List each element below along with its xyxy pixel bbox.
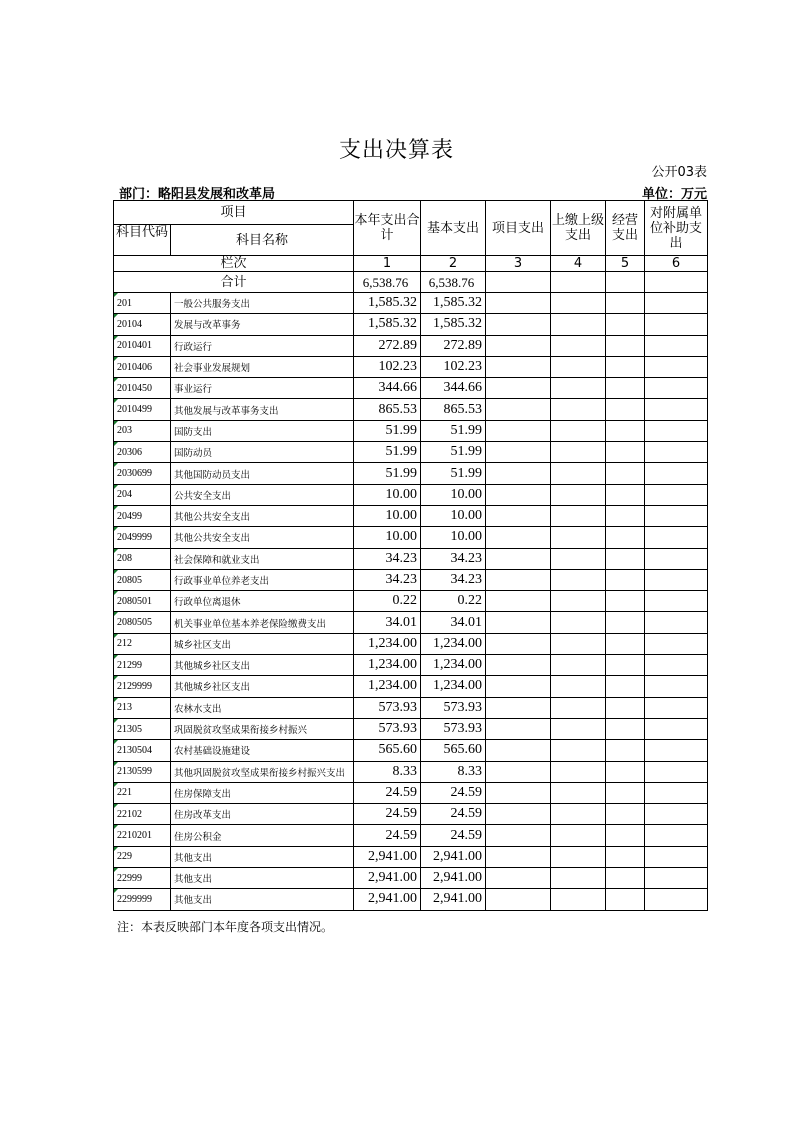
empty-cell	[551, 889, 606, 910]
subject-code: 2130504	[114, 740, 171, 761]
empty-cell	[645, 505, 708, 526]
total-label: 合计	[114, 272, 354, 293]
table-number: 公开03表	[651, 165, 707, 180]
total-amount: 51.99	[354, 420, 421, 441]
empty-cell	[486, 399, 551, 420]
basic-amount: 10.00	[421, 527, 486, 548]
empty-cell	[645, 569, 708, 590]
subject-name: 其他国防动员支出	[171, 463, 354, 484]
table-row	[114, 378, 708, 399]
empty-cell	[486, 825, 551, 846]
basic-amount: 865.53	[421, 399, 486, 420]
empty-cell	[551, 697, 606, 718]
empty-cell	[551, 825, 606, 846]
header-item: 项目	[114, 201, 354, 225]
subject-code: 2030699	[114, 463, 171, 484]
total-amount: 565.60	[354, 740, 421, 761]
department-label: 部门：略阳县发展和改革局	[119, 187, 276, 202]
subject-name: 行政事业单位养老支出	[171, 569, 354, 590]
empty-cell	[606, 314, 645, 335]
subject-name: 其他公共安全支出	[171, 527, 354, 548]
empty-cell	[606, 420, 645, 441]
total-amount: 51.99	[354, 442, 421, 463]
subject-code: 208	[114, 548, 171, 569]
column-index: 4	[551, 256, 606, 272]
basic-amount: 565.60	[421, 740, 486, 761]
subject-code: 2049999	[114, 527, 171, 548]
empty-cell	[606, 548, 645, 569]
empty-cell	[551, 868, 606, 889]
subject-name: 行政运行	[171, 335, 354, 356]
empty-cell	[645, 697, 708, 718]
empty-cell	[645, 293, 708, 314]
table-row	[114, 825, 708, 846]
subject-code: 2080501	[114, 591, 171, 612]
table-row	[114, 569, 708, 590]
subject-name: 社会保障和就业支出	[171, 548, 354, 569]
empty-cell	[606, 825, 645, 846]
empty-cell	[486, 335, 551, 356]
subject-code: 212	[114, 633, 171, 654]
empty-cell	[606, 591, 645, 612]
column-index-label: 栏次	[114, 256, 354, 272]
total-amount: 272.89	[354, 335, 421, 356]
total-amount: 573.93	[354, 718, 421, 739]
subject-code: 201	[114, 293, 171, 314]
empty-cell	[645, 484, 708, 505]
empty-cell	[551, 612, 606, 633]
subject-code: 21305	[114, 718, 171, 739]
table-row	[114, 782, 708, 803]
empty-cell	[486, 761, 551, 782]
empty-cell	[551, 505, 606, 526]
empty-cell	[645, 335, 708, 356]
empty-cell	[606, 846, 645, 867]
total-amount: 10.00	[354, 527, 421, 548]
empty-cell	[606, 868, 645, 889]
subject-name: 社会事业发展规划	[171, 356, 354, 377]
subject-code: 203	[114, 420, 171, 441]
empty-cell	[551, 804, 606, 825]
empty-cell	[486, 484, 551, 505]
column-index: 6	[645, 256, 708, 272]
subject-name: 其他支出	[171, 846, 354, 867]
total-amount: 102.23	[354, 356, 421, 377]
table-row	[114, 868, 708, 889]
empty-cell	[486, 272, 551, 293]
basic-amount: 10.00	[421, 484, 486, 505]
header-business: 经营支出	[606, 201, 645, 256]
empty-cell	[486, 420, 551, 441]
empty-cell	[606, 889, 645, 910]
subject-code: 2010401	[114, 335, 171, 356]
basic-amount: 34.23	[421, 569, 486, 590]
subject-name: 农林水支出	[171, 697, 354, 718]
total-amount: 34.23	[354, 548, 421, 569]
basic-amount: 2,941.00	[421, 846, 486, 867]
empty-cell	[551, 569, 606, 590]
header-upper: 上缴上级支出	[551, 201, 606, 256]
empty-cell	[606, 272, 645, 293]
subject-name: 住房公积金	[171, 825, 354, 846]
basic-amount: 51.99	[421, 420, 486, 441]
empty-cell	[486, 889, 551, 910]
table-row	[114, 335, 708, 356]
empty-cell	[486, 718, 551, 739]
subject-code: 2010499	[114, 399, 171, 420]
subject-code: 20805	[114, 569, 171, 590]
total-amount: 1,585.32	[354, 293, 421, 314]
empty-cell	[645, 718, 708, 739]
subject-code: 221	[114, 782, 171, 803]
table-row	[114, 463, 708, 484]
empty-cell	[551, 846, 606, 867]
empty-cell	[551, 335, 606, 356]
table-row	[114, 314, 708, 335]
basic-amount: 573.93	[421, 718, 486, 739]
basic-amount: 24.59	[421, 804, 486, 825]
empty-cell	[606, 676, 645, 697]
unit-label: 单位：万元	[641, 187, 707, 202]
total-amount: 2,941.00	[354, 868, 421, 889]
empty-cell	[551, 356, 606, 377]
header-basic: 基本支出	[421, 201, 486, 256]
empty-cell	[645, 846, 708, 867]
table-row	[114, 399, 708, 420]
basic-amount: 1,234.00	[421, 676, 486, 697]
basic-amount: 8.33	[421, 761, 486, 782]
total-amount: 24.59	[354, 804, 421, 825]
subject-name: 其他城乡社区支出	[171, 676, 354, 697]
total-amount: 865.53	[354, 399, 421, 420]
column-index: 5	[606, 256, 645, 272]
empty-cell	[645, 761, 708, 782]
column-index: 3	[486, 256, 551, 272]
empty-cell	[606, 633, 645, 654]
empty-cell	[486, 655, 551, 676]
empty-cell	[606, 804, 645, 825]
subject-name: 城乡社区支出	[171, 633, 354, 654]
empty-cell	[486, 591, 551, 612]
total-amount: 1,234.00	[354, 633, 421, 654]
header-total: 本年支出合计	[354, 201, 421, 256]
empty-cell	[606, 655, 645, 676]
subject-name: 其他支出	[171, 889, 354, 910]
basic-amount: 0.22	[421, 591, 486, 612]
empty-cell	[486, 633, 551, 654]
empty-cell	[645, 548, 708, 569]
basic-amount: 10.00	[421, 505, 486, 526]
subject-name: 其他公共安全支出	[171, 505, 354, 526]
header-code: 科目代码	[114, 225, 171, 256]
basic-amount: 51.99	[421, 442, 486, 463]
empty-cell	[551, 484, 606, 505]
column-index: 1	[354, 256, 421, 272]
subject-name: 巩固脱贫攻坚成果衔接乡村振兴	[171, 718, 354, 739]
subject-code: 22999	[114, 868, 171, 889]
table-row	[114, 718, 708, 739]
table-row	[114, 505, 708, 526]
empty-cell	[486, 846, 551, 867]
empty-cell	[551, 655, 606, 676]
empty-cell	[551, 676, 606, 697]
empty-cell	[486, 612, 551, 633]
empty-cell	[486, 569, 551, 590]
footnote: 注：本表反映部门本年度各项支出情况。	[117, 920, 334, 934]
table-row	[114, 740, 708, 761]
empty-cell	[606, 697, 645, 718]
subject-name: 其他巩固脱贫攻坚成果衔接乡村振兴支出	[171, 761, 354, 782]
subject-name: 公共安全支出	[171, 484, 354, 505]
subject-code: 2080505	[114, 612, 171, 633]
basic-amount: 34.23	[421, 548, 486, 569]
basic-amount: 6,538.76	[421, 272, 486, 293]
total-amount: 34.23	[354, 569, 421, 590]
subject-code: 2299999	[114, 889, 171, 910]
empty-cell	[486, 463, 551, 484]
empty-cell	[551, 740, 606, 761]
basic-amount: 51.99	[421, 463, 486, 484]
empty-cell	[645, 676, 708, 697]
subject-name: 住房改革支出	[171, 804, 354, 825]
empty-cell	[606, 740, 645, 761]
empty-cell	[645, 399, 708, 420]
basic-amount: 272.89	[421, 335, 486, 356]
subject-code: 2010450	[114, 378, 171, 399]
expenditure-table	[113, 200, 708, 911]
subject-name: 事业运行	[171, 378, 354, 399]
empty-cell	[645, 740, 708, 761]
basic-amount: 2,941.00	[421, 868, 486, 889]
total-amount: 1,234.00	[354, 655, 421, 676]
empty-cell	[551, 718, 606, 739]
table-row	[114, 612, 708, 633]
empty-cell	[645, 356, 708, 377]
column-index: 2	[421, 256, 486, 272]
total-amount: 1,585.32	[354, 314, 421, 335]
empty-cell	[551, 633, 606, 654]
table-row	[114, 846, 708, 867]
empty-cell	[486, 740, 551, 761]
empty-cell	[486, 676, 551, 697]
subject-code: 2210201	[114, 825, 171, 846]
empty-cell	[606, 484, 645, 505]
subject-code: 22102	[114, 804, 171, 825]
total-row	[114, 272, 708, 293]
empty-cell	[645, 868, 708, 889]
empty-cell	[606, 782, 645, 803]
empty-cell	[486, 548, 551, 569]
empty-cell	[606, 527, 645, 548]
empty-cell	[551, 527, 606, 548]
empty-cell	[486, 804, 551, 825]
empty-cell	[486, 868, 551, 889]
empty-cell	[486, 378, 551, 399]
subject-name: 其他发展与改革事务支出	[171, 399, 354, 420]
table-row	[114, 676, 708, 697]
subject-code: 2010406	[114, 356, 171, 377]
empty-cell	[486, 505, 551, 526]
basic-amount: 1,234.00	[421, 633, 486, 654]
total-amount: 24.59	[354, 782, 421, 803]
basic-amount: 102.23	[421, 356, 486, 377]
basic-amount: 573.93	[421, 697, 486, 718]
table-row	[114, 633, 708, 654]
empty-cell	[551, 463, 606, 484]
subject-name: 住房保障支出	[171, 782, 354, 803]
total-amount: 573.93	[354, 697, 421, 718]
empty-cell	[645, 612, 708, 633]
total-amount: 51.99	[354, 463, 421, 484]
empty-cell	[486, 442, 551, 463]
total-amount: 10.00	[354, 484, 421, 505]
subject-name: 一般公共服务支出	[171, 293, 354, 314]
table-row	[114, 591, 708, 612]
subject-code: 213	[114, 697, 171, 718]
total-amount: 2,941.00	[354, 889, 421, 910]
subject-code: 21299	[114, 655, 171, 676]
empty-cell	[645, 463, 708, 484]
empty-cell	[606, 356, 645, 377]
subject-name: 发展与改革事务	[171, 314, 354, 335]
empty-cell	[645, 272, 708, 293]
subject-code: 229	[114, 846, 171, 867]
empty-cell	[551, 314, 606, 335]
empty-cell	[551, 442, 606, 463]
table-row	[114, 889, 708, 910]
empty-cell	[486, 782, 551, 803]
empty-cell	[486, 527, 551, 548]
empty-cell	[606, 442, 645, 463]
table-row	[114, 420, 708, 441]
total-amount: 1,234.00	[354, 676, 421, 697]
subject-name: 机关事业单位基本养老保险缴费支出	[171, 612, 354, 633]
total-amount: 10.00	[354, 505, 421, 526]
empty-cell	[486, 293, 551, 314]
total-amount: 2,941.00	[354, 846, 421, 867]
empty-cell	[606, 761, 645, 782]
empty-cell	[645, 655, 708, 676]
subject-code: 20499	[114, 505, 171, 526]
empty-cell	[551, 548, 606, 569]
header-project: 项目支出	[486, 201, 551, 256]
empty-cell	[551, 378, 606, 399]
empty-cell	[606, 718, 645, 739]
subject-code: 20306	[114, 442, 171, 463]
empty-cell	[606, 612, 645, 633]
subject-name: 行政单位离退休	[171, 591, 354, 612]
empty-cell	[645, 314, 708, 335]
empty-cell	[645, 633, 708, 654]
empty-cell	[606, 293, 645, 314]
table-row	[114, 442, 708, 463]
table-row	[114, 356, 708, 377]
subject-name: 国防支出	[171, 420, 354, 441]
total-amount: 8.33	[354, 761, 421, 782]
empty-cell	[606, 399, 645, 420]
subject-name: 其他支出	[171, 868, 354, 889]
empty-cell	[606, 378, 645, 399]
empty-cell	[551, 272, 606, 293]
empty-cell	[645, 527, 708, 548]
empty-cell	[606, 505, 645, 526]
table-row	[114, 527, 708, 548]
table-row	[114, 697, 708, 718]
empty-cell	[486, 356, 551, 377]
header-subsidy: 对附属单位补助支出	[645, 201, 708, 256]
subject-code: 20104	[114, 314, 171, 335]
basic-amount: 344.66	[421, 378, 486, 399]
basic-amount: 1,585.32	[421, 293, 486, 314]
basic-amount: 34.01	[421, 612, 486, 633]
table-row	[114, 655, 708, 676]
basic-amount: 1,234.00	[421, 655, 486, 676]
empty-cell	[645, 591, 708, 612]
table-row	[114, 293, 708, 314]
empty-cell	[486, 697, 551, 718]
empty-cell	[645, 442, 708, 463]
empty-cell	[606, 335, 645, 356]
table-row	[114, 761, 708, 782]
subject-code: 2130599	[114, 761, 171, 782]
subject-code: 2129999	[114, 676, 171, 697]
empty-cell	[606, 569, 645, 590]
subject-code: 204	[114, 484, 171, 505]
empty-cell	[551, 782, 606, 803]
empty-cell	[645, 378, 708, 399]
table-row	[114, 804, 708, 825]
empty-cell	[645, 825, 708, 846]
subject-name: 其他城乡社区支出	[171, 655, 354, 676]
total-amount: 6,538.76	[354, 272, 421, 293]
empty-cell	[645, 889, 708, 910]
empty-cell	[551, 293, 606, 314]
subject-name: 农村基础设施建设	[171, 740, 354, 761]
basic-amount: 2,941.00	[421, 889, 486, 910]
empty-cell	[551, 420, 606, 441]
basic-amount: 24.59	[421, 825, 486, 846]
empty-cell	[551, 591, 606, 612]
empty-cell	[645, 782, 708, 803]
empty-cell	[645, 420, 708, 441]
table-row	[114, 548, 708, 569]
table-row	[114, 484, 708, 505]
total-amount: 0.22	[354, 591, 421, 612]
basic-amount: 24.59	[421, 782, 486, 803]
subject-name: 国防动员	[171, 442, 354, 463]
empty-cell	[551, 761, 606, 782]
page-title: 支出决算表	[338, 138, 454, 163]
total-amount: 344.66	[354, 378, 421, 399]
empty-cell	[606, 463, 645, 484]
total-amount: 34.01	[354, 612, 421, 633]
empty-cell	[486, 314, 551, 335]
basic-amount: 1,585.32	[421, 314, 486, 335]
header-name: 科目名称	[171, 225, 354, 256]
empty-cell	[551, 399, 606, 420]
empty-cell	[645, 804, 708, 825]
total-amount: 24.59	[354, 825, 421, 846]
